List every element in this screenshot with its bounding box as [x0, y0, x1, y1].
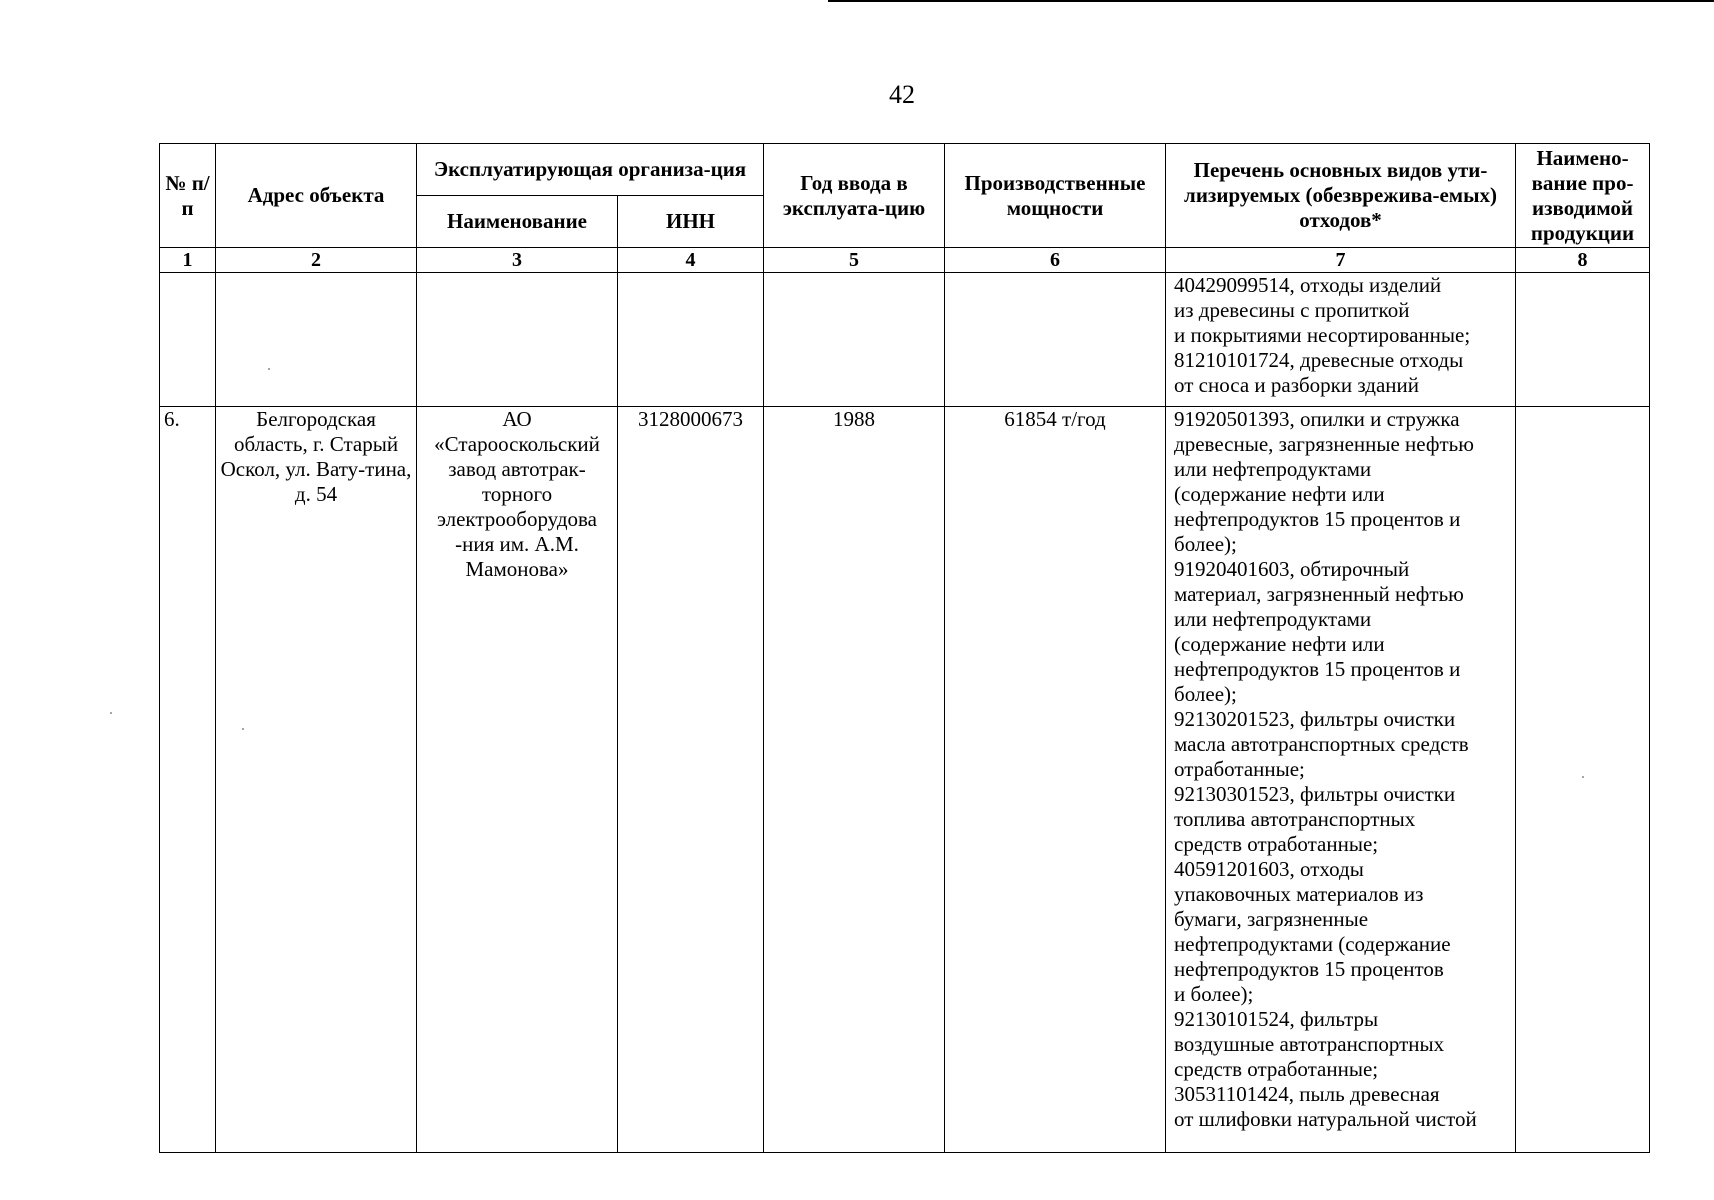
waste-line: (содержание нефти или	[1174, 482, 1385, 506]
column-number: 4	[618, 248, 764, 273]
waste-line: 92130301523, фильтры очистки	[1174, 782, 1456, 806]
column-number: 5	[764, 248, 945, 273]
scan-speck	[242, 728, 244, 730]
waste-line: топлива автотранспортных	[1174, 807, 1416, 831]
production-capacity: 61854 т/год	[945, 407, 1166, 1153]
waste-line: нефтепродуктами (содержание	[1174, 932, 1451, 956]
waste-line: средств отработанные;	[1174, 1057, 1379, 1081]
column-number-row	[160, 248, 1650, 273]
header-num: № п/п	[160, 144, 216, 248]
page-number: 42	[889, 80, 915, 109]
waste-line: 40429099514, отходы изделий	[1174, 273, 1442, 297]
table-row	[160, 407, 1650, 1153]
waste-line: древесные, загрязненные нефтью	[1174, 432, 1474, 456]
waste-list-cell	[1166, 407, 1516, 1153]
header-year: Год ввода в эксплуата-цию	[764, 144, 945, 248]
header-waste-list: Перечень основных видов ути-лизируемых (обезврежива-емых) отходов*	[1166, 144, 1516, 248]
waste-line: и более);	[1174, 982, 1254, 1006]
waste-list-cell	[1166, 273, 1516, 407]
waste-line: 30531101424, пыль древесная	[1174, 1082, 1440, 1106]
header-operator-group: Эксплуатирующая организа-ция	[417, 144, 764, 196]
waste-line: более);	[1174, 532, 1237, 556]
waste-line: или нефтепродуктами	[1174, 607, 1372, 631]
waste-line: и покрытиями несортированные;	[1174, 323, 1471, 347]
table-row	[160, 273, 1650, 407]
waste-line: 81210101724, древесные отходы	[1174, 348, 1464, 372]
waste-line: 91920401603, обтирочный	[1174, 557, 1410, 581]
product-cell	[1516, 407, 1650, 1153]
waste-line: материал, загрязненный нефтью	[1174, 582, 1464, 606]
waste-line: бумаги, загрязненные	[1174, 907, 1369, 931]
waste-line: или нефтепродуктами	[1174, 457, 1372, 481]
scan-speck	[268, 368, 270, 370]
header-capacity: Производственные мощности	[945, 144, 1166, 248]
waste-line: упаковочных материалов из	[1174, 882, 1424, 906]
waste-line: (содержание нефти или	[1174, 632, 1385, 656]
scan-speck	[110, 712, 112, 714]
column-number: 8	[1516, 248, 1650, 273]
waste-line: 40591201603, отходы	[1174, 857, 1364, 881]
commissioning-year: 1988	[764, 407, 945, 1153]
facility-address: Белгородская область, г. Старый Оскол, ул. Вату-тина, д. 54	[216, 407, 417, 1153]
row-number: 6.	[160, 407, 216, 1153]
waste-line: 91920501393, опилки и стружка	[1174, 407, 1460, 431]
scan-speck	[1582, 776, 1584, 778]
column-number: 2	[216, 248, 417, 273]
header-product: Наимено-вание про-изводимой продукции	[1516, 144, 1650, 248]
column-number: 6	[945, 248, 1166, 273]
waste-line: отработанные;	[1174, 757, 1305, 781]
waste-line: 92130201523, фильтры очистки	[1174, 707, 1456, 731]
header-operator-name: Наименование	[417, 196, 618, 248]
column-number: 3	[417, 248, 618, 273]
waste-line: нефтепродуктов 15 процентов и	[1174, 507, 1461, 531]
operator-inn: 3128000673	[618, 407, 764, 1153]
header-address: Адрес объекта	[216, 144, 417, 248]
waste-facilities-table	[159, 143, 1650, 1153]
waste-line: воздушные автотранспортных	[1174, 1032, 1445, 1056]
waste-line: от сноса и разборки зданий	[1174, 373, 1420, 397]
waste-line: средств отработанные;	[1174, 832, 1379, 856]
operator-name: АО «Старооскольский завод автотрак-торного электрооборудова -ния им. А.М. Мамонова»	[417, 407, 618, 1153]
waste-line: нефтепродуктов 15 процентов и	[1174, 657, 1461, 681]
waste-line: от шлифовки натуральной чистой	[1174, 1107, 1477, 1131]
column-number: 7	[1166, 248, 1516, 273]
header-inn: ИНН	[618, 196, 764, 248]
waste-line: масла автотранспортных средств	[1174, 732, 1469, 756]
waste-line: из древесины с пропиткой	[1174, 298, 1410, 322]
top-border-line	[828, 0, 1714, 2]
column-number: 1	[160, 248, 216, 273]
waste-line: 92130101524, фильтры	[1174, 1007, 1379, 1031]
waste-line: нефтепродуктов 15 процентов	[1174, 957, 1444, 981]
waste-line: более);	[1174, 682, 1237, 706]
